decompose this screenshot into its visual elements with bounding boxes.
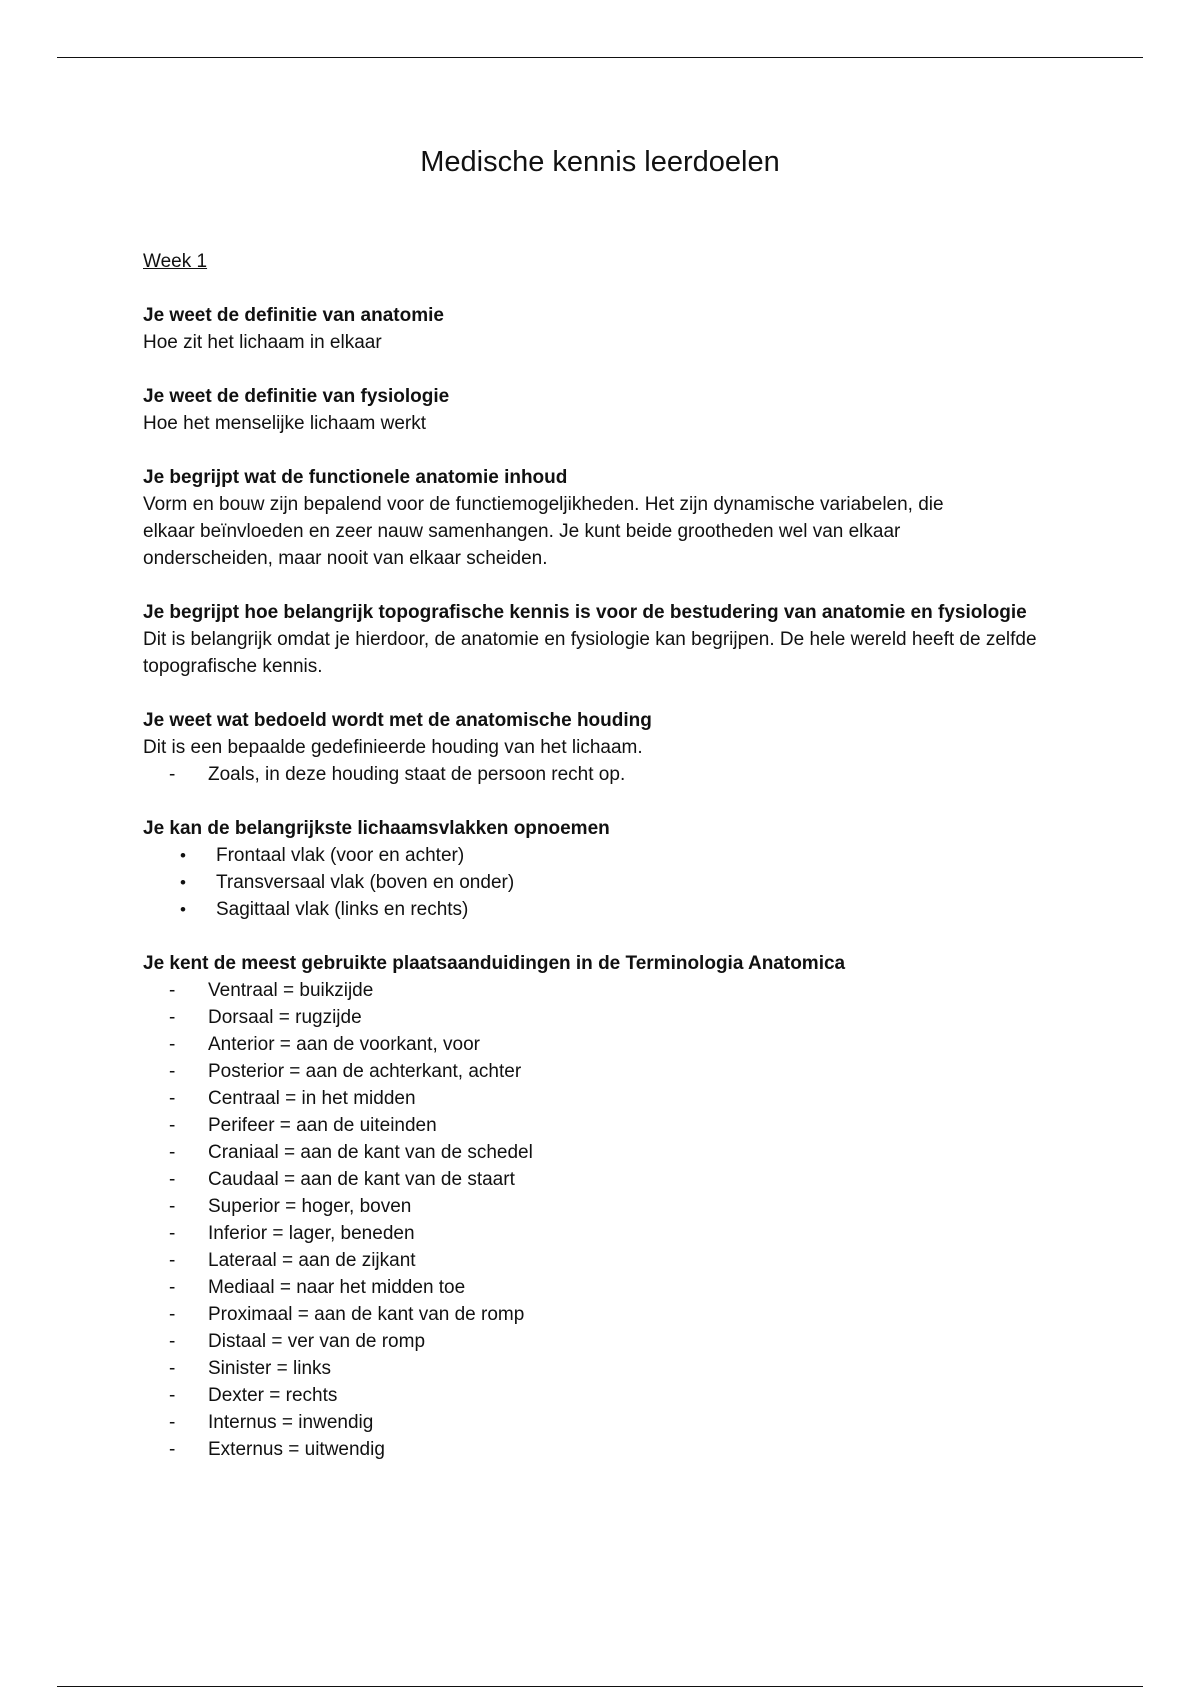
week-heading: Week 1 bbox=[143, 251, 208, 272]
dash-marker: - bbox=[169, 1142, 176, 1163]
section-body: Hoe het menselijke lichaam werkt bbox=[143, 413, 427, 434]
section-anatomie bbox=[143, 302, 1083, 356]
list-item-text: Inferior = lager, beneden bbox=[208, 1223, 415, 1244]
list-item-text: Mediaal = naar het midden toe bbox=[208, 1277, 466, 1298]
dash-marker: - bbox=[169, 1088, 176, 1109]
list-item-text: Lateraal = aan de zijkant bbox=[208, 1250, 416, 1271]
list-item-text: Centraal = in het midden bbox=[208, 1088, 416, 1109]
list-item bbox=[143, 1247, 1083, 1274]
list-item bbox=[143, 1166, 1083, 1193]
list-item-text: Dorsaal = rugzijde bbox=[208, 1007, 362, 1028]
list-item bbox=[143, 896, 1083, 923]
dash-marker: - bbox=[169, 1439, 176, 1460]
list-item-text: Sagittaal vlak (links en rechts) bbox=[216, 899, 469, 920]
dash-marker: - bbox=[169, 1007, 176, 1028]
list-item bbox=[143, 1031, 1083, 1058]
section-anatomische-houding bbox=[143, 707, 1083, 788]
dash-marker: - bbox=[169, 1034, 176, 1055]
list-item-text: Proximaal = aan de kant van de romp bbox=[208, 1304, 525, 1325]
list-item-text: Craniaal = aan de kant van de schedel bbox=[208, 1142, 533, 1163]
list-item bbox=[143, 1436, 1083, 1463]
section-body: Hoe zit het lichaam in elkaar bbox=[143, 332, 382, 353]
list-item bbox=[143, 1112, 1083, 1139]
list-item bbox=[143, 1355, 1083, 1382]
dash-marker: - bbox=[169, 1169, 176, 1190]
list-item-text: Anterior = aan de voorkant, voor bbox=[208, 1034, 480, 1055]
dash-marker: - bbox=[169, 1358, 176, 1379]
section-fysiologie bbox=[143, 383, 1083, 437]
list-item bbox=[143, 842, 1083, 869]
section-body: Vorm en bouw zijn bepalend voor de functiemogeljikheden. Het zijn dynamische variabelen, die elkaar beïnvloeden en zeer nauw samenhangen. Je kunt beide grootheden wel van elkaar onderscheiden, maar nooit van elkaar scheiden. bbox=[143, 494, 944, 569]
list-item-text: Frontaal vlak (voor en achter) bbox=[216, 845, 465, 866]
bullet-marker: • bbox=[180, 846, 186, 865]
list-item-text: Perifeer = aan de uiteinden bbox=[208, 1115, 437, 1136]
page-title: Medische kennis leerdoelen bbox=[420, 146, 780, 178]
section-body: Dit is belangrijk omdat je hierdoor, de anatomie en fysiologie kan begrijpen. De hele wereld heeft de zelfde topografische kennis. bbox=[143, 629, 1037, 677]
dash-list bbox=[143, 977, 1083, 1463]
list-item-text: Internus = inwendig bbox=[208, 1412, 374, 1433]
list-item-text: Transversaal vlak (boven en onder) bbox=[216, 872, 515, 893]
section-heading: Je weet de definitie van anatomie bbox=[143, 305, 444, 326]
header-rule bbox=[57, 57, 1143, 58]
list-item bbox=[143, 1085, 1083, 1112]
footer-rule bbox=[57, 1686, 1143, 1687]
dash-list bbox=[143, 761, 1083, 788]
list-item bbox=[143, 1328, 1083, 1355]
list-item bbox=[143, 1004, 1083, 1031]
dash-marker: - bbox=[169, 1196, 176, 1217]
list-item-text: Superior = hoger, boven bbox=[208, 1196, 412, 1217]
list-item bbox=[143, 977, 1083, 1004]
list-item-text: Caudaal = aan de kant van de staart bbox=[208, 1169, 515, 1190]
section-lichaamsvlakken bbox=[143, 815, 1083, 923]
list-item bbox=[143, 1274, 1083, 1301]
dash-marker: - bbox=[169, 1223, 176, 1244]
list-item-text: Posterior = aan de achterkant, achter bbox=[208, 1061, 522, 1082]
list-item-text: Zoals, in deze houding staat de persoon recht op. bbox=[208, 764, 626, 785]
bullet-marker: • bbox=[180, 900, 186, 919]
list-item bbox=[143, 1220, 1083, 1247]
list-item bbox=[143, 761, 1083, 788]
dash-marker: - bbox=[169, 1412, 176, 1433]
section-heading: Je weet de definitie van fysiologie bbox=[143, 386, 450, 407]
dash-marker: - bbox=[169, 1277, 176, 1298]
dash-marker: - bbox=[169, 1385, 176, 1406]
list-item bbox=[143, 1193, 1083, 1220]
list-item bbox=[143, 1382, 1083, 1409]
section-heading: Je begrijpt wat de functionele anatomie inhoud bbox=[143, 467, 568, 488]
section-heading: Je kent de meest gebruikte plaatsaanduidingen in de Terminologia Anatomica bbox=[143, 953, 846, 974]
section-body: Dit is een bepaalde gedefinieerde houding van het lichaam. bbox=[143, 737, 643, 758]
dash-marker: - bbox=[169, 980, 176, 1001]
document-body bbox=[143, 248, 1083, 1490]
list-item-text: Distaal = ver van de romp bbox=[208, 1331, 426, 1352]
bullet-marker: • bbox=[180, 873, 186, 892]
list-item bbox=[143, 1301, 1083, 1328]
section-heading: Je weet wat bedoeld wordt met de anatomische houding bbox=[143, 710, 652, 731]
bullet-list bbox=[143, 842, 1083, 923]
section-functionele-anatomie bbox=[143, 464, 1083, 572]
dash-marker: - bbox=[169, 1331, 176, 1352]
dash-marker: - bbox=[169, 1061, 176, 1082]
dash-marker: - bbox=[169, 1304, 176, 1325]
list-item bbox=[143, 1409, 1083, 1436]
list-item-text: Dexter = rechts bbox=[208, 1385, 338, 1406]
section-plaatsaanduidingen bbox=[143, 950, 1083, 1463]
list-item bbox=[143, 1139, 1083, 1166]
list-item-text: Externus = uitwendig bbox=[208, 1439, 385, 1460]
dash-marker: - bbox=[169, 1115, 176, 1136]
list-item bbox=[143, 869, 1083, 896]
dash-marker: - bbox=[169, 764, 176, 785]
list-item-text: Ventraal = buikzijde bbox=[208, 980, 374, 1001]
list-item-text: Sinister = links bbox=[208, 1358, 332, 1379]
section-topografische-kennis bbox=[143, 599, 1083, 680]
section-heading: Je begrijpt hoe belangrijk topografische kennis is voor de bestudering van anatomie en fysiologie bbox=[143, 602, 1027, 623]
dash-marker: - bbox=[169, 1250, 176, 1271]
section-heading: Je kan de belangrijkste lichaamsvlakken opnoemen bbox=[143, 818, 610, 839]
list-item bbox=[143, 1058, 1083, 1085]
